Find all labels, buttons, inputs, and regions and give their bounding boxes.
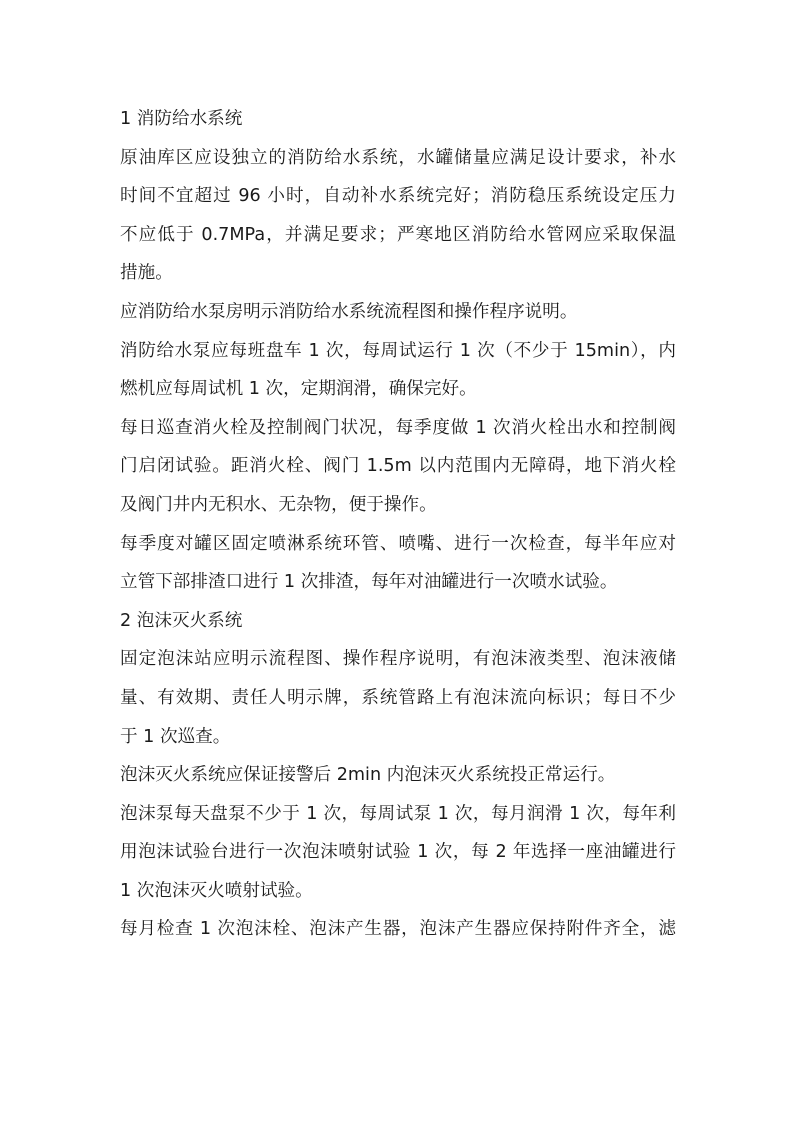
paragraph-line: 每季度对罐区固定喷淋系统环管、喷嘴、进行一次检查，每半年应对 (120, 533, 676, 554)
paragraph-line: 门启闭试验。距消火栓、阀门 1.5m 以内范围内无障碍，地下消火栓 (120, 456, 676, 477)
paragraph-line: 消防给水泵应每班盘车 1 次，每周试运行 1 次（不少于 15min），内 (120, 340, 676, 361)
paragraph-line: 措施。 (120, 263, 173, 284)
paragraph-line: 1 次泡沫灭火喷射试验。 (120, 880, 313, 901)
paragraph-line: 立管下部排渣口进行 1 次排渣，每年对油罐进行一次喷水试验。 (120, 572, 618, 593)
paragraph-line: 时间不宜超过 96 小时，自动补水系统完好；消防稳压系统设定压力 (120, 186, 676, 207)
paragraph-line: 量、有效期、责任人明示牌，系统管路上有泡沫流向标识；每日不少 (120, 687, 676, 708)
document-body (120, 100, 676, 949)
section-heading-foam-system: 2 泡沫灭火系统 (120, 610, 243, 631)
paragraph-line: 应消防给水泵房明示消防给水系统流程图和操作程序说明。 (120, 301, 578, 322)
paragraph-line: 原油库区应设独立的消防给水系统，水罐储量应满足设计要求，补水 (120, 147, 676, 168)
section-heading-fire-water: 1 消防给水系统 (120, 109, 243, 129)
paragraph-line: 燃机应每周试机 1 次，定期润滑，确保完好。 (120, 379, 477, 400)
paragraph-line: 及阀门井内无积水、无杂物，便于操作。 (120, 494, 437, 515)
paragraph-line: 泡沫泵每天盘泵不少于 1 次，每周试泵 1 次，每月润滑 1 次，每年利 (120, 803, 676, 824)
paragraph-line: 于 1 次巡查。 (120, 726, 231, 747)
paragraph-line: 固定泡沫站应明示流程图、操作程序说明，有泡沫液类型、泡沫液储 (120, 649, 676, 670)
paragraph-line: 泡沫灭火系统应保证接警后 2min 内泡沫灭火系统投正常运行。 (120, 765, 616, 786)
paragraph-line: 每月检查 1 次泡沫栓、泡沫产生器，泡沫产生器应保持附件齐全，滤 (120, 919, 676, 940)
paragraph-line: 不应低于 0.7MPa，并满足要求；严寒地区消防给水管网应采取保温 (120, 224, 676, 245)
paragraph-line: 每日巡查消火栓及控制阀门状况，每季度做 1 次消火栓出水和控制阀 (120, 417, 676, 438)
paragraph-line: 用泡沫试验台进行一次泡沫喷射试验 1 次，每 2 年选择一座油罐进行 (120, 842, 676, 863)
